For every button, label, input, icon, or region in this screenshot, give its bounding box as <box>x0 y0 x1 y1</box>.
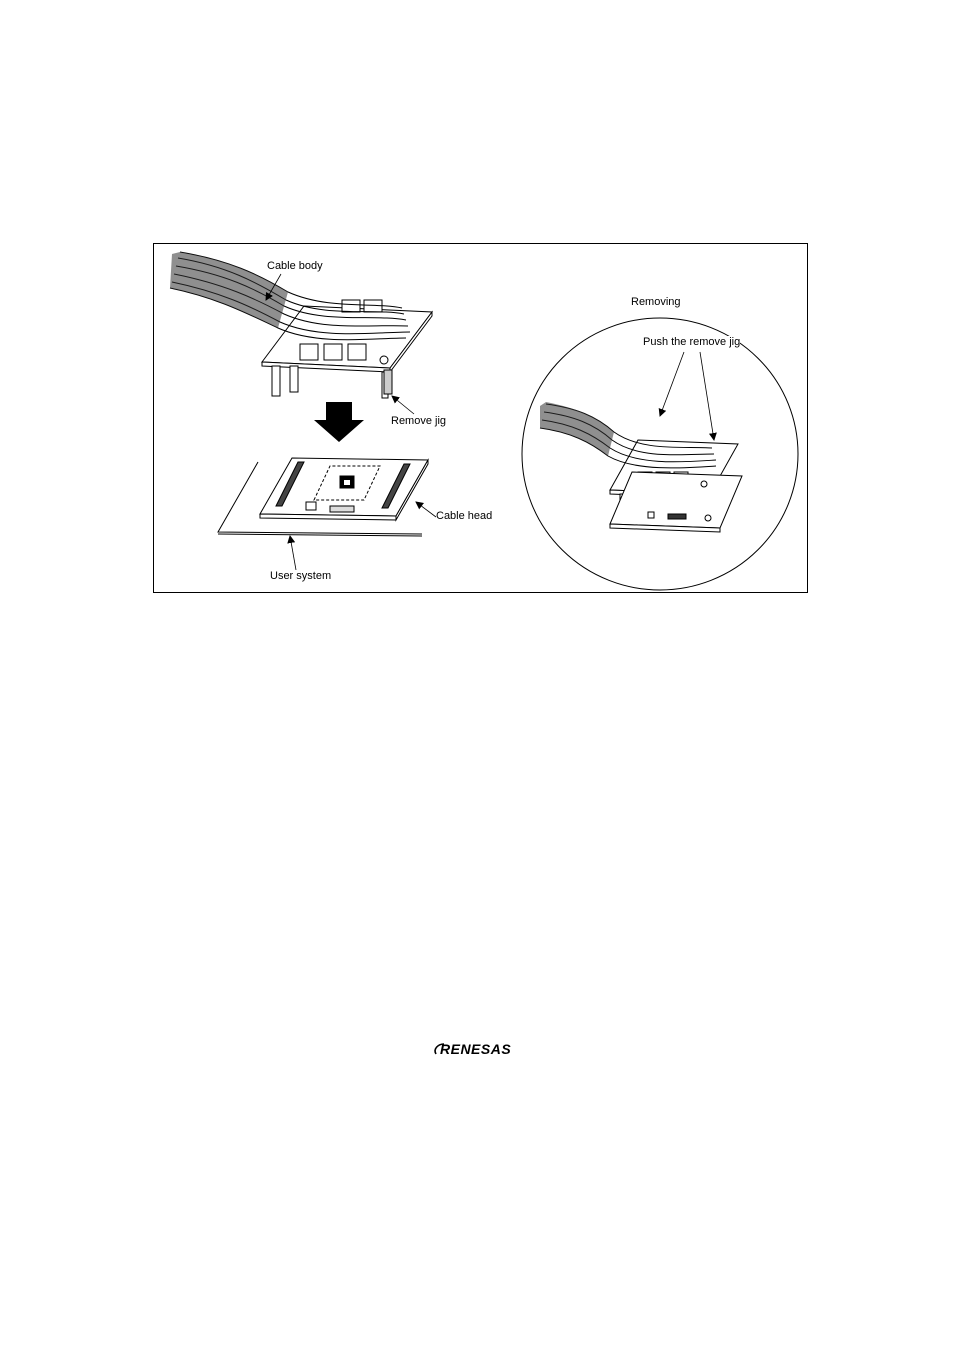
down-arrow-icon <box>314 402 364 442</box>
remove-jig-label: Remove jig <box>391 415 447 427</box>
logo-text: RENESAS <box>440 1041 512 1057</box>
figure-illustration <box>154 244 809 594</box>
removing-cable-shade <box>540 402 614 456</box>
renesas-logo <box>432 1038 532 1060</box>
figure-frame <box>153 243 808 593</box>
cable-body-assembly <box>262 300 432 398</box>
push-remove-jig-label: Push the remove jig <box>643 336 741 348</box>
user-system-label: User system <box>270 570 332 582</box>
removing-detail <box>610 440 742 532</box>
cable-head-label: Cable head <box>436 510 493 522</box>
cable-body-label: Cable body <box>267 260 323 272</box>
removing-label: Removing <box>628 296 684 309</box>
cable-head-assembly <box>218 458 428 536</box>
